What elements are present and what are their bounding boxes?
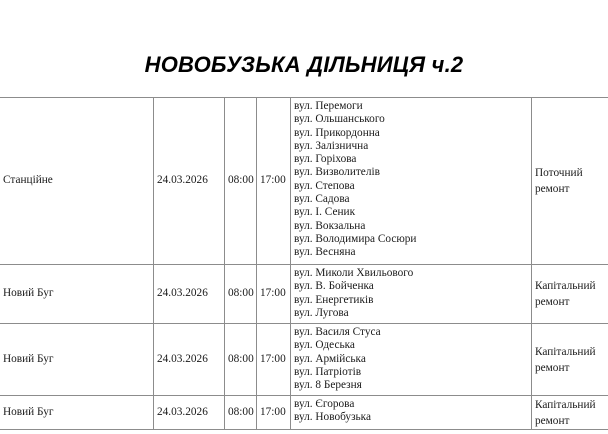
street-item: вул. Володимира Сосюри	[294, 232, 417, 245]
street-item: вул. Єгорова	[294, 398, 355, 410]
street-item: вул. В. Бойченка	[294, 280, 374, 293]
street-item: вул. Армійська	[294, 352, 366, 365]
end-time-cell: 17:00	[257, 324, 291, 396]
street-item: вул. Вокзальна	[294, 219, 366, 232]
start-time-cell: 08:00	[225, 396, 257, 430]
street-item: вул. Горіхова	[294, 153, 357, 166]
start-time-cell: 08:00	[225, 324, 257, 396]
end-time-cell: 17:00	[257, 396, 291, 430]
street-item: вул. Патріотів	[294, 365, 362, 378]
location-cell: Новий Буг	[0, 265, 154, 324]
street-item: вул. Одеська	[294, 339, 355, 352]
work-type-cell: Капітальний ремонт	[532, 396, 608, 430]
street-item: вул. Енергетиків	[294, 293, 374, 306]
work-type-cell: Поточний ремонт	[532, 98, 608, 265]
street-item: вул. Миколи Хвильового	[294, 267, 414, 279]
streets-cell	[291, 324, 532, 396]
page-title: НОВОБУЗЬКА ДІЛЬНИЦЯ ч.2	[144, 52, 464, 77]
streets-cell	[291, 396, 532, 430]
street-item: вул. Ольшанського	[294, 113, 385, 126]
street-item: вул. Визволителів	[294, 166, 380, 179]
date-cell: 24.03.2026	[154, 265, 225, 324]
start-time-cell: 08:00	[225, 265, 257, 324]
date-cell: 24.03.2026	[154, 98, 225, 265]
end-time-cell: 17:00	[257, 265, 291, 324]
streets-cell	[291, 98, 532, 265]
street-item: вул. Весняна	[294, 246, 356, 259]
date-cell: 24.03.2026	[154, 324, 225, 396]
work-type-cell: Капітальний ремонт	[532, 265, 608, 324]
table-row	[0, 98, 608, 265]
street-item: вул. Степова	[294, 179, 355, 192]
table-row	[0, 324, 608, 396]
location-cell: Новий Буг	[0, 324, 154, 396]
street-item: вул. Василя Стуса	[294, 326, 381, 338]
street-item: вул. Лугова	[294, 306, 349, 319]
street-item: вул. І. Сеник	[294, 206, 356, 219]
end-time-cell: 17:00	[257, 98, 291, 265]
street-item: вул. Залізнична	[294, 139, 369, 152]
streets-cell	[291, 265, 532, 324]
outage-schedule-table	[0, 97, 608, 430]
date-cell: 24.03.2026	[154, 396, 225, 430]
street-item: вул. Садова	[294, 193, 350, 206]
street-item: вул. Новобузька	[294, 411, 372, 424]
street-item: вул. Прикордонна	[294, 126, 380, 139]
table-row	[0, 265, 608, 324]
street-item: вул. 8 Березня	[294, 379, 362, 392]
location-cell: Новий Буг	[0, 396, 154, 430]
table-row	[0, 396, 608, 430]
street-item: вул. Перемоги	[294, 100, 363, 112]
start-time-cell: 08:00	[225, 98, 257, 265]
work-type-cell: Капітальний ремонт	[532, 324, 608, 396]
location-cell: Станційне	[0, 98, 154, 265]
